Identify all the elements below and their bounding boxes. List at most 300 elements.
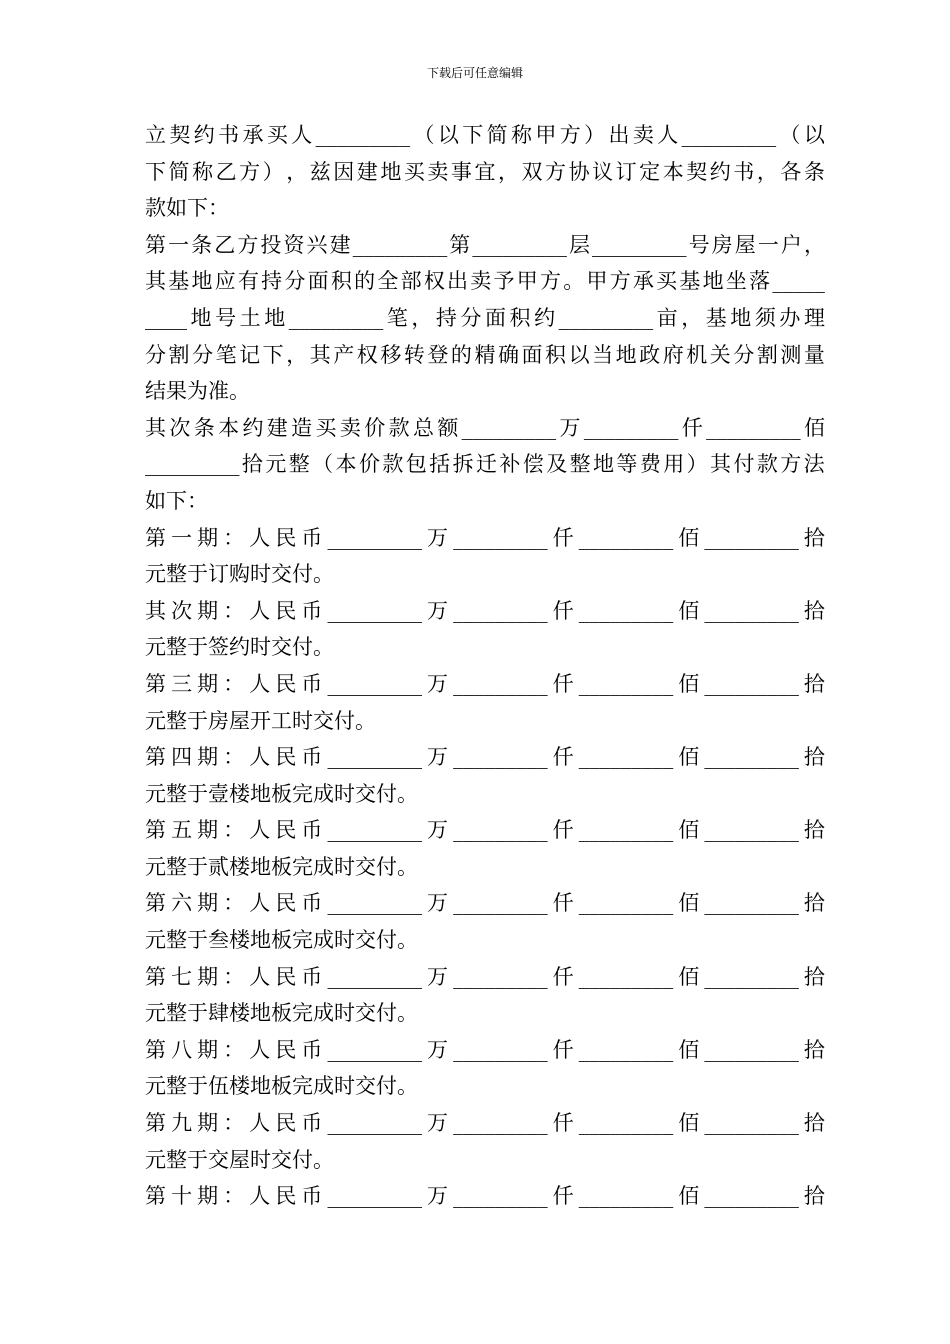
text-char: 民 <box>275 1111 297 1136</box>
text-line <box>145 885 825 922</box>
blank-field: _________ <box>704 1037 799 1062</box>
text-char: 方 <box>239 159 261 184</box>
blank-field: _________ <box>327 891 422 916</box>
text-char: 房 <box>711 232 733 257</box>
text-char: 第 <box>145 1037 166 1062</box>
text-line <box>145 446 825 483</box>
text-char: 民 <box>275 745 297 770</box>
text-char: 价 <box>364 415 386 440</box>
text-char: 出 <box>447 269 469 294</box>
text-char: 地 <box>702 269 724 294</box>
blank-field: _________ <box>558 305 654 330</box>
blank-field: _________ <box>327 1111 422 1136</box>
blank-field: _________ <box>327 1037 422 1062</box>
text-char: 宜 <box>474 159 496 184</box>
text-char: 第 <box>145 671 166 696</box>
blank-field: _________ <box>704 1184 799 1209</box>
blank-field: _________ <box>145 452 240 477</box>
text-char: 五 <box>171 818 193 843</box>
page-header: 下载后可任意编辑 <box>426 66 523 80</box>
text-char: 割 <box>756 342 778 367</box>
text-char: 付 <box>733 452 755 477</box>
text-char: ） <box>584 123 606 147</box>
text-char: 人 <box>249 1111 271 1136</box>
text-char: ， <box>286 159 308 184</box>
text-char: 佰 <box>678 891 700 916</box>
blank-field: _________ <box>578 598 674 623</box>
text-char: 期 <box>197 671 219 696</box>
blank-field: _________ <box>288 305 384 330</box>
text-char: 积 <box>509 305 531 330</box>
text-char: 地 <box>593 452 614 477</box>
text-char: 分 <box>733 342 755 367</box>
text-char: 关 <box>709 342 731 367</box>
text-line <box>145 227 825 264</box>
text-line <box>145 666 825 703</box>
text-char: ： <box>223 671 245 696</box>
text-char: 方 <box>539 269 561 294</box>
text-char: 条 <box>193 415 215 440</box>
text-line <box>145 337 825 374</box>
text-char: 地 <box>380 159 402 184</box>
text-char: 仟 <box>552 671 574 696</box>
text-line: 元整于叁楼地板完成时交付。 <box>145 928 418 953</box>
text-line <box>145 959 825 996</box>
text-char: 层 <box>568 232 590 257</box>
text-char: 拆 <box>452 452 474 477</box>
text-char: ： <box>223 745 245 770</box>
text-char: 称 <box>511 123 532 147</box>
text-char: 整 <box>569 452 591 477</box>
text-char: 下 <box>145 159 166 184</box>
text-char: 万 <box>427 671 448 696</box>
text-char: 拾 <box>803 671 825 696</box>
text-char: 人 <box>249 745 271 770</box>
text-char: 其 <box>309 342 331 367</box>
blank-field: _________ <box>453 1111 548 1136</box>
blank-field: _________ <box>578 891 674 916</box>
text-char: 移 <box>380 342 402 367</box>
text-char: 号 <box>215 305 237 330</box>
text-line: 元整于贰楼地板完成时交付。 <box>145 854 418 879</box>
text-char: 第 <box>145 891 166 916</box>
text-char: 佰 <box>803 415 825 440</box>
text-char: 分 <box>460 305 482 330</box>
text-char: 买 <box>656 269 678 294</box>
text-char: ， <box>803 232 825 257</box>
text-line: 元整于交屋时交付。 <box>145 1147 334 1172</box>
text-char: 拾 <box>803 964 825 989</box>
text-char: 万 <box>427 1184 448 1209</box>
text-char: 甲 <box>586 269 608 294</box>
text-char: 币 <box>301 891 323 916</box>
text-char: 仟 <box>681 415 703 440</box>
text-line: 元整于伍楼地板完成时交付。 <box>145 1074 418 1099</box>
text-char: 面 <box>521 342 543 367</box>
text-char: 人 <box>249 1037 271 1062</box>
text-char: 万 <box>427 891 448 916</box>
text-char: 仟 <box>552 964 574 989</box>
text-char: 万 <box>427 525 448 550</box>
blank-field: _________ <box>578 525 674 550</box>
text-char: 方 <box>237 232 259 257</box>
text-char: 面 <box>307 269 329 294</box>
text-char: 有 <box>237 269 259 294</box>
text-char: 予 <box>493 269 515 294</box>
text-char: 整 <box>288 452 310 477</box>
text-char: 币 <box>301 525 323 550</box>
text-char: 民 <box>275 818 297 843</box>
text-char: 万 <box>427 1111 448 1136</box>
text-char: 括 <box>429 452 451 477</box>
blank-field: _________ <box>327 818 422 843</box>
text-char: 第 <box>145 525 166 550</box>
blank-field: _________ <box>453 745 548 770</box>
text-char: 积 <box>330 269 352 294</box>
text-char: 民 <box>275 525 297 550</box>
text-char: 测 <box>780 342 802 367</box>
blank-field: _________ <box>592 232 687 257</box>
text-char: （ <box>413 123 435 147</box>
blank-field: _____ <box>772 269 825 294</box>
text-char: 积 <box>545 342 567 367</box>
text-char: 持 <box>435 305 457 330</box>
text-char: 记 <box>239 342 261 367</box>
text-char: 人 <box>249 1184 271 1209</box>
text-char: 期 <box>197 1111 219 1136</box>
blank-field: _________ <box>315 123 411 147</box>
text-char: 十 <box>171 1184 193 1209</box>
text-char: 约 <box>242 415 264 440</box>
blank-field: _________ <box>706 415 801 440</box>
text-char: 地 <box>264 305 286 330</box>
blank-field: _________ <box>453 1037 548 1062</box>
text-char: 其 <box>145 415 166 440</box>
text-char: 甲 <box>535 123 557 147</box>
text-char: 地 <box>615 342 637 367</box>
text-char: ： <box>223 1184 245 1209</box>
text-char: 约 <box>193 123 215 147</box>
text-char: 佰 <box>678 964 700 989</box>
text-char: 方 <box>780 452 802 477</box>
text-char: 等 <box>616 452 638 477</box>
text-char: 人 <box>291 123 313 147</box>
text-char: 包 <box>405 452 427 477</box>
text-char: 拾 <box>241 452 263 477</box>
text-char: 应 <box>214 269 236 294</box>
contract-body <box>145 117 825 1215</box>
text-char: 卖 <box>427 159 449 184</box>
text-char: 款 <box>382 452 404 477</box>
text-char: 契 <box>169 123 191 147</box>
text-char: 拾 <box>803 1037 825 1062</box>
blank-field: _________ <box>578 745 674 770</box>
text-char: 民 <box>275 964 297 989</box>
text-char: 拾 <box>803 1184 825 1209</box>
text-char: ， <box>681 305 703 330</box>
text-line: 如下： <box>145 488 208 513</box>
text-char: 拾 <box>803 1111 825 1136</box>
text-char: 全 <box>377 269 399 294</box>
text-char: 割 <box>168 342 190 367</box>
text-char: 当 <box>592 342 614 367</box>
text-char: 书 <box>733 159 755 184</box>
blank-field: _________ <box>578 818 674 843</box>
text-char: 拾 <box>803 891 825 916</box>
text-char: 拾 <box>803 818 825 843</box>
text-char: 期 <box>197 1184 219 1209</box>
text-char: 期 <box>197 818 219 843</box>
text-char: 称 <box>192 159 214 184</box>
text-char: 买 <box>315 415 337 440</box>
text-char: 方 <box>559 123 581 147</box>
text-char: 民 <box>275 671 297 696</box>
text-char: 亩 <box>656 305 678 330</box>
text-char: 约 <box>534 305 556 330</box>
text-char: 府 <box>662 342 684 367</box>
text-char: 议 <box>592 159 614 184</box>
text-char: 拾 <box>803 525 825 550</box>
text-char: （ <box>312 452 334 477</box>
blank-field: _________ <box>704 598 799 623</box>
text-char: 人 <box>249 818 271 843</box>
text-char: 佰 <box>678 1111 700 1136</box>
text-char: ， <box>756 159 778 184</box>
text-char: 拾 <box>803 745 825 770</box>
text-char: 币 <box>301 1037 323 1062</box>
text-char: 万 <box>427 1037 448 1062</box>
text-char: 因 <box>333 159 355 184</box>
text-char: 偿 <box>522 452 544 477</box>
text-char: 第 <box>449 232 471 257</box>
text-char: 地 <box>191 269 213 294</box>
text-char: 事 <box>450 159 472 184</box>
text-char: 其 <box>145 598 166 623</box>
text-char: 佰 <box>678 818 700 843</box>
text-char: 币 <box>301 745 323 770</box>
text-char: 仟 <box>552 745 574 770</box>
text-char: 的 <box>354 269 376 294</box>
text-char: 币 <box>301 1184 323 1209</box>
text-char: 约 <box>709 159 731 184</box>
text-char: 屋 <box>734 232 756 257</box>
text-char: 其 <box>710 452 732 477</box>
text-char: 笔 <box>386 305 408 330</box>
text-char: 七 <box>171 964 193 989</box>
blank-field: ____ <box>145 305 187 330</box>
text-char: 用 <box>663 452 685 477</box>
text-char: 下 <box>462 123 484 147</box>
text-line <box>145 520 825 557</box>
blank-field: _________ <box>704 671 799 696</box>
text-char: 造 <box>291 415 313 440</box>
text-char: 本 <box>662 159 684 184</box>
text-char: 人 <box>249 964 271 989</box>
text-char: ： <box>223 964 245 989</box>
text-char: 期 <box>197 745 219 770</box>
text-char: 补 <box>499 452 521 477</box>
text-char: 人 <box>249 891 271 916</box>
blank-field: _________ <box>704 1111 799 1136</box>
blank-field: _________ <box>453 525 548 550</box>
text-char: 地 <box>190 305 212 330</box>
text-char: 八 <box>171 1037 193 1062</box>
text-char: 须 <box>754 305 776 330</box>
text-char: 坐 <box>725 269 747 294</box>
text-char: 佰 <box>678 1184 700 1209</box>
text-char: 六 <box>171 891 193 916</box>
text-char: 卖 <box>632 123 654 147</box>
text-char: ： <box>223 1037 245 1062</box>
text-char: 基 <box>705 305 727 330</box>
blank-field: _________ <box>453 818 548 843</box>
text-char: 本 <box>218 415 240 440</box>
text-char: 币 <box>301 1111 323 1136</box>
text-char: 仟 <box>552 891 574 916</box>
text-char: 协 <box>568 159 590 184</box>
blank-field: _________ <box>704 891 799 916</box>
text-char: 仟 <box>552 818 574 843</box>
text-char: 甲 <box>516 269 538 294</box>
text-char: 订 <box>615 159 637 184</box>
text-char: 第 <box>145 1184 166 1209</box>
text-char: 第 <box>145 745 166 770</box>
blank-field: _________ <box>578 671 674 696</box>
text-char: 价 <box>358 452 380 477</box>
text-char: 落 <box>749 269 771 294</box>
text-char: 万 <box>427 964 448 989</box>
text-char: 仟 <box>552 1111 574 1136</box>
text-char: 兴 <box>306 232 328 257</box>
text-char: 及 <box>546 452 568 477</box>
blank-field: _________ <box>453 598 548 623</box>
text-char: 契 <box>686 159 708 184</box>
text-line <box>145 1032 825 1069</box>
blank-field: _________ <box>327 1184 422 1209</box>
text-char: 仟 <box>552 525 574 550</box>
blank-field: _________ <box>327 671 422 696</box>
blank-field: _________ <box>578 964 674 989</box>
text-line <box>145 739 825 776</box>
text-char: 九 <box>171 1111 193 1136</box>
text-char: 立 <box>145 123 166 147</box>
text-char: 一 <box>757 232 779 257</box>
text-char: 分 <box>192 342 214 367</box>
text-char: 额 <box>437 415 459 440</box>
text-char: 一 <box>171 525 193 550</box>
text-char: ： <box>223 525 245 550</box>
text-char: 双 <box>521 159 543 184</box>
text-char: 人 <box>249 525 271 550</box>
text-line <box>145 154 825 191</box>
text-char: 产 <box>333 342 355 367</box>
text-char: 定 <box>639 159 661 184</box>
text-char: 以 <box>568 342 590 367</box>
text-char: 民 <box>275 1184 297 1209</box>
text-char: 佰 <box>678 525 700 550</box>
text-char: 转 <box>403 342 425 367</box>
text-line <box>145 1178 825 1215</box>
text-char: 分 <box>284 269 306 294</box>
text-char: 面 <box>484 305 506 330</box>
text-line <box>145 300 825 337</box>
text-char: 次 <box>171 598 193 623</box>
text-char: 买 <box>266 123 288 147</box>
text-char: 佰 <box>678 598 700 623</box>
text-char: 仟 <box>552 1037 574 1062</box>
text-char: 民 <box>275 891 297 916</box>
text-char: 各 <box>780 159 802 184</box>
text-line: 元整于订购时交付。 <box>145 562 334 587</box>
text-char: 币 <box>301 964 323 989</box>
blank-field: _________ <box>472 232 567 257</box>
text-char: 买 <box>403 159 425 184</box>
text-char: 四 <box>171 745 193 770</box>
text-line <box>145 812 825 849</box>
text-char: 建 <box>329 232 351 257</box>
text-char: 持 <box>261 269 283 294</box>
blank-field: _________ <box>453 964 548 989</box>
text-char: 总 <box>412 415 434 440</box>
text-char: 机 <box>686 342 708 367</box>
text-line: 元整于房屋开工时交付。 <box>145 708 376 733</box>
text-char: （ <box>779 123 801 147</box>
text-char: 方 <box>545 159 567 184</box>
text-char: 一 <box>168 232 190 257</box>
text-char: 万 <box>559 415 581 440</box>
text-char: 币 <box>301 598 323 623</box>
text-char: 权 <box>423 269 445 294</box>
text-char: 的 <box>450 342 472 367</box>
text-char: 办 <box>779 305 801 330</box>
text-char: 款 <box>756 452 778 477</box>
text-char: ： <box>223 818 245 843</box>
text-char: 万 <box>427 818 448 843</box>
text-char: 期 <box>197 598 219 623</box>
text-char: 乙 <box>214 232 236 257</box>
text-char: 民 <box>275 598 297 623</box>
text-char: 三 <box>171 671 193 696</box>
text-char: 承 <box>632 269 654 294</box>
text-char: 第 <box>145 818 166 843</box>
text-char: 佰 <box>678 671 700 696</box>
text-char: 土 <box>239 305 261 330</box>
text-char: 部 <box>400 269 422 294</box>
text-char: 书 <box>218 123 240 147</box>
text-char: 建 <box>266 415 288 440</box>
blank-field: _________ <box>453 671 548 696</box>
text-char: 万 <box>427 598 448 623</box>
text-line <box>145 410 825 447</box>
text-char: ， <box>411 305 433 330</box>
text-char: 费 <box>639 452 661 477</box>
blank-field: _________ <box>578 1111 674 1136</box>
text-char: 承 <box>242 123 264 147</box>
text-char: 本 <box>335 452 357 477</box>
text-char: 确 <box>497 342 519 367</box>
blank-field: _________ <box>704 745 799 770</box>
text-char: 其 <box>145 269 166 294</box>
text-char: 方 <box>609 269 631 294</box>
text-char: 币 <box>301 818 323 843</box>
text-char: 。 <box>563 269 585 294</box>
blank-field: _________ <box>578 1184 674 1209</box>
blank-field: _________ <box>704 525 799 550</box>
text-char: 期 <box>197 964 219 989</box>
text-char: ， <box>497 159 519 184</box>
text-char: 条 <box>191 232 213 257</box>
blank-field: _________ <box>453 1184 548 1209</box>
